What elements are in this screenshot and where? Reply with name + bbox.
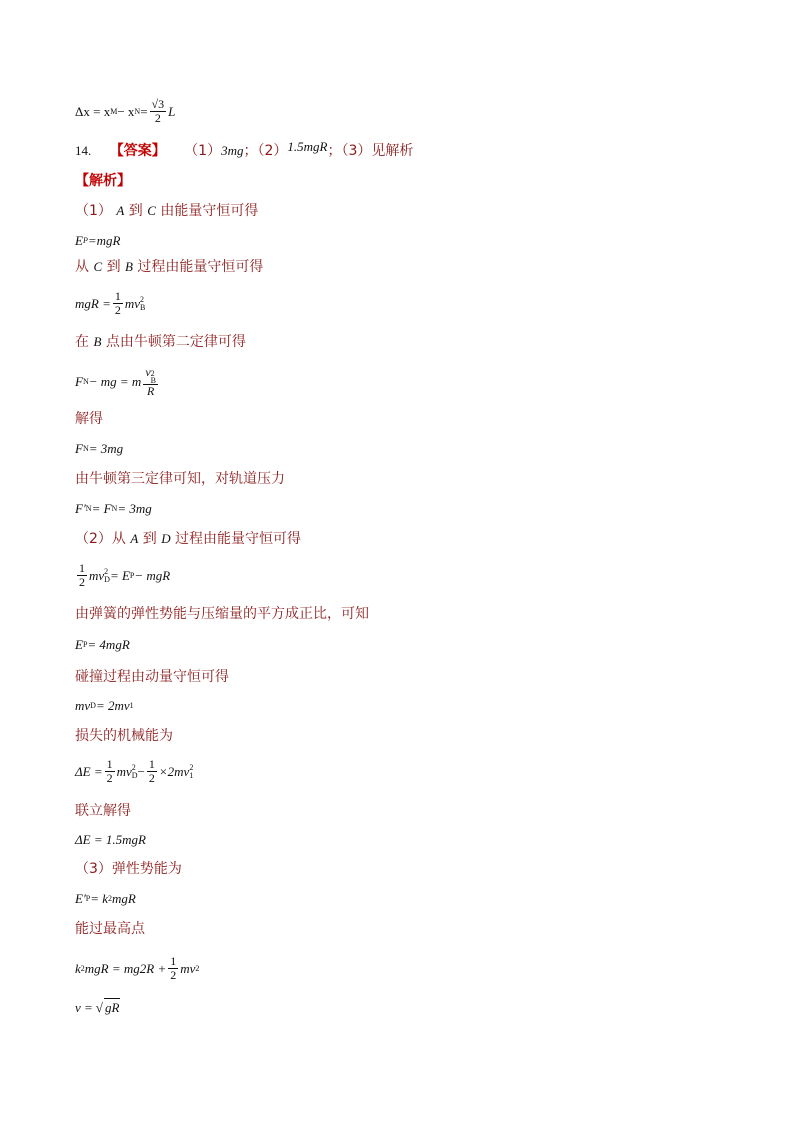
formula-text: = k: [90, 891, 109, 906]
formula-text: − x: [117, 103, 135, 119]
formula-text: mv: [124, 295, 141, 311]
sqrt-sign: √: [95, 999, 103, 1015]
formula-text: =mgR: [87, 233, 121, 248]
question-number: 14.: [75, 143, 92, 158]
formula-sup: 2: [150, 369, 155, 378]
formula-sub: 1: [189, 770, 194, 780]
formula-text: = 2mv: [95, 698, 130, 713]
numerator: 1: [114, 289, 121, 303]
numerator: 1: [170, 954, 177, 968]
formula-text: F: [75, 374, 83, 389]
line-text: （2）从: [75, 531, 131, 547]
formula-sub: P: [85, 894, 91, 903]
numerator: 1: [79, 561, 85, 575]
formula-text: − mgR: [134, 567, 171, 583]
formula-sub: P: [82, 236, 88, 245]
formula-text: F: [75, 441, 83, 456]
line-text: 到: [124, 203, 148, 219]
formula-text: = E: [109, 567, 130, 583]
formula-text: k: [75, 960, 81, 976]
line-text: 过程由能量守恒可得: [132, 259, 264, 275]
velocity-formula: [75, 998, 120, 1017]
formula-sup: 2: [80, 963, 85, 973]
energy-formula: [75, 290, 145, 317]
formula-sub: N: [134, 106, 141, 116]
step-line: 解得: [75, 411, 103, 427]
formula-sup: 2: [195, 963, 200, 973]
newton-formula: [75, 366, 160, 398]
formula-sub: N: [82, 377, 89, 386]
formula-sub: P: [129, 570, 135, 580]
formula-sub: P: [82, 640, 88, 649]
formula-sub: N: [82, 444, 89, 453]
step-line: 碰撞过程由动量守恒可得: [75, 669, 229, 685]
formula-text: mv: [116, 763, 132, 779]
fraction: [147, 758, 157, 785]
step-line: [75, 530, 301, 548]
formula-text: Δx = x: [75, 103, 111, 119]
formula-text: L: [168, 103, 176, 119]
numerator: v: [145, 365, 151, 379]
formula-sub: D: [90, 701, 96, 710]
answer-line: [75, 139, 414, 160]
formula-text: mgR: [112, 891, 136, 906]
formula-sub: D: [131, 770, 138, 780]
formula-sub: N: [85, 504, 92, 513]
var-a: A: [116, 203, 125, 218]
line-text: 在: [75, 334, 94, 350]
fraction: [113, 290, 123, 317]
answer-label: 【答案】: [109, 143, 166, 159]
var-a: A: [130, 531, 139, 546]
formula-sup: 2: [189, 762, 194, 772]
formula-text: =: [140, 103, 148, 119]
line-text: 到: [102, 259, 126, 275]
radicand: gR: [104, 1000, 120, 1015]
energy-d-formula: [75, 562, 170, 589]
line-text: 点由牛顿第二定律可得: [101, 334, 246, 350]
formula-text: mgR = mg2R +: [84, 960, 167, 976]
formula-sub: B: [140, 302, 146, 312]
formula-text: = F: [91, 501, 112, 516]
formula-text: E′: [75, 891, 86, 906]
fraction: [105, 758, 115, 785]
delta-x-formula: [75, 98, 175, 125]
analysis-label: 【解析】: [75, 173, 131, 189]
denominator: 2: [106, 771, 113, 785]
var-d: D: [161, 531, 171, 546]
formula-sub: M: [110, 106, 118, 116]
answer-value-2: 1.5mgR: [287, 139, 328, 154]
line-text: 由能量守恒可得: [155, 203, 259, 219]
formula-text: = 4mgR: [87, 637, 130, 652]
formula-text: mv: [89, 567, 105, 583]
numerator: 1: [148, 757, 155, 771]
formula-text: mgR =: [75, 295, 111, 311]
step-line: （3）弹性势能为: [75, 861, 182, 877]
formula-text: ×2mv: [158, 763, 190, 779]
formula-text: ΔE =: [75, 763, 103, 779]
formula-sup: 2: [140, 294, 145, 304]
fraction: [150, 98, 167, 125]
step-line: 联立解得: [75, 803, 131, 819]
var-c: C: [93, 259, 103, 274]
formula-text: = 3mg: [88, 441, 124, 456]
formula-sub: N: [111, 504, 118, 513]
numerator: √3: [151, 97, 165, 111]
momentum-formula: [75, 697, 134, 715]
denominator: 2: [170, 968, 177, 982]
numerator: 1: [106, 757, 113, 771]
answer-part-2: ；（2）: [243, 143, 288, 159]
fraction: [143, 366, 158, 398]
step-line: [75, 333, 246, 351]
fraction: [168, 955, 178, 982]
denominator: 2: [114, 303, 121, 317]
fn-formula: [75, 440, 123, 458]
line-text: （1）: [75, 203, 117, 219]
answer-part-1: （1）: [184, 143, 222, 159]
ep-prime-formula: [75, 890, 136, 908]
step-line: 能过最高点: [75, 921, 145, 937]
formula-sup: 2: [108, 894, 113, 903]
line-text: 过程由能量守恒可得: [170, 531, 302, 547]
denominator: 2: [79, 575, 85, 589]
answer-value-1: 3mg: [221, 143, 244, 158]
formula-sub: 1: [129, 701, 134, 710]
formula-sub: B: [150, 376, 156, 385]
denominator: 2: [154, 111, 161, 125]
line-text: 到: [138, 531, 162, 547]
formula-text: E: [75, 233, 83, 248]
formula-text: v =: [75, 999, 93, 1015]
formula-text: F′: [75, 501, 86, 516]
formula-sub: D: [104, 574, 110, 584]
step-line: 由牛顿第三定律可知，对轨道压力: [75, 471, 285, 487]
loss-formula: [75, 758, 193, 785]
formula-text: mv: [180, 960, 196, 976]
delta-e-result: ΔE = 1.5mgR: [75, 832, 146, 847]
fn-prime-formula: [75, 500, 152, 518]
answer-part-3: ；（3）见解析: [327, 143, 414, 159]
step-line: 损失的机械能为: [75, 728, 173, 744]
ep-formula: [75, 232, 120, 250]
var-b: B: [125, 259, 133, 274]
var-c: C: [147, 203, 156, 218]
var-b: B: [93, 334, 102, 349]
step-line: [75, 202, 258, 220]
formula-text: −: [137, 763, 145, 779]
formula-sup: 2: [131, 762, 136, 772]
top-point-formula: [75, 955, 199, 982]
step-line: 由弹簧的弹性势能与压缩量的平方成正比，可知: [75, 606, 369, 622]
denominator: 2: [148, 771, 155, 785]
ep-4mgr-formula: [75, 636, 130, 654]
formula-text: = 3mg: [117, 501, 152, 516]
fraction: [77, 562, 87, 589]
formula-text: E: [75, 637, 83, 652]
formula-text: mv: [75, 698, 91, 713]
formula-sup: 2: [104, 566, 109, 576]
line-text: 从: [75, 259, 94, 275]
formula-text: − mg = m: [88, 374, 142, 389]
step-line: [75, 258, 263, 276]
denominator: R: [146, 384, 155, 398]
